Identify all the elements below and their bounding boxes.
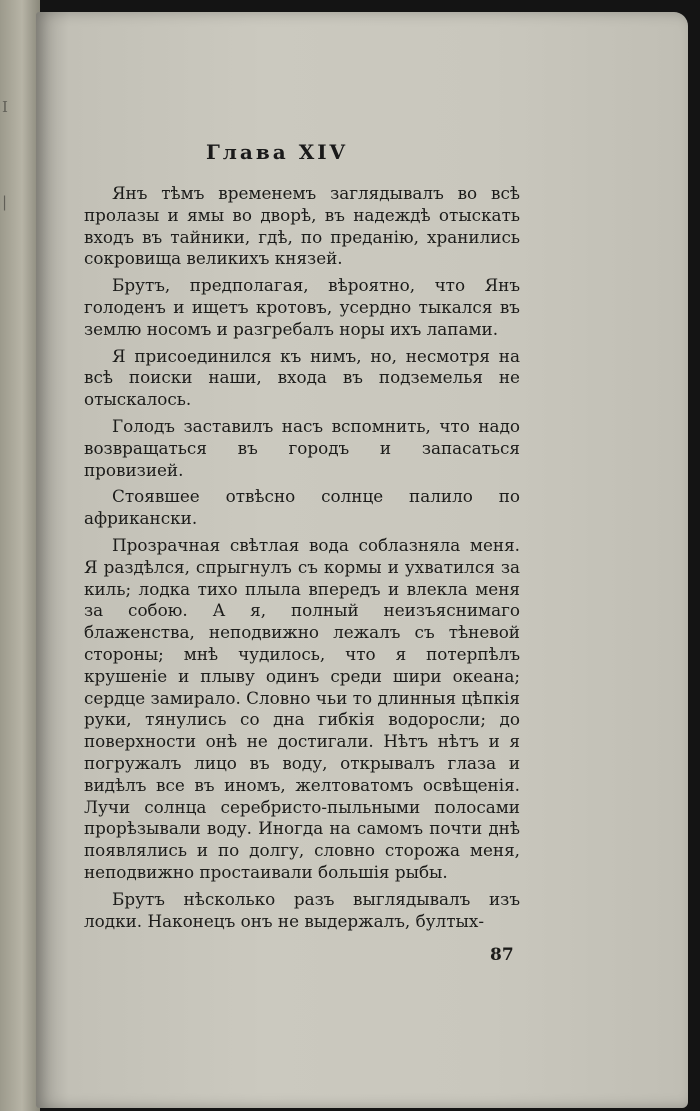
paragraph: Я присоединился къ нимъ, но, несмотря на всѣ поиски наши, входа въ подземелья не отыскалось.: [84, 345, 520, 410]
left-page-fragment: |: [2, 193, 9, 211]
page-number: 87: [490, 945, 514, 965]
left-page-fragment: I: [2, 98, 9, 116]
paragraph: Брутъ нѣсколько разъ выглядывалъ изъ лодки. Наконецъ онъ не выдержалъ, бултых-: [84, 888, 520, 931]
body-text: [84, 183, 520, 937]
left-page-edge: [0, 0, 40, 1111]
chapter-title: Глава XIV: [206, 140, 349, 164]
paragraph: Голодъ заставилъ насъ вспомнить, что надо возвращаться въ городъ и запасаться провизией.: [84, 415, 520, 480]
paragraph: Брутъ, предполагая, вѣроятно, что Янъ голоденъ и ищетъ кротовъ, усердно тыкался въ землю носомъ и разгребалъ норы ихъ лапами.: [84, 275, 520, 339]
paragraph: Янъ тѣмъ временемъ заглядывалъ во всѣ пролазы и ямы во дворѣ, въ надеждѣ отыскать входъ въ тайники, гдѣ, по преданію, хранились сокровища великихъ князей.: [84, 183, 520, 269]
paragraph: Стоявшее отвѣсно солнце палило по африкански.: [84, 486, 520, 529]
paragraph: Прозрачная свѣтлая вода соблазняла меня. Я раздѣлся, спрыгнулъ съ кормы и ухватился за киль; лодка тихо плыла впередъ и влекла меня за собою. А я, полный неизъяснимаго блаженства, неподвижно лежалъ съ тѣневой стороны; мнѣ чудилось, что я потерпѣлъ крушеніе и плыву одинъ среди шири океана; сердце замирало. Словно чьи то длинныя цѣпкія руки, тянулись со дна гибкія водоросли; до поверхности онѣ не достигали. Нѣтъ нѣтъ и я погружалъ лицо въ воду, открывалъ глаза и видѣлъ все въ иномъ, желтоватомъ освѣщенія. Лучи солнца серебристо-пыльными полосами прорѣзывали воду. Иногда на самомъ почти днѣ появлялись и по долгу, словно сторожа меня, неподвижно простаивали большія рыбы.: [84, 534, 520, 882]
